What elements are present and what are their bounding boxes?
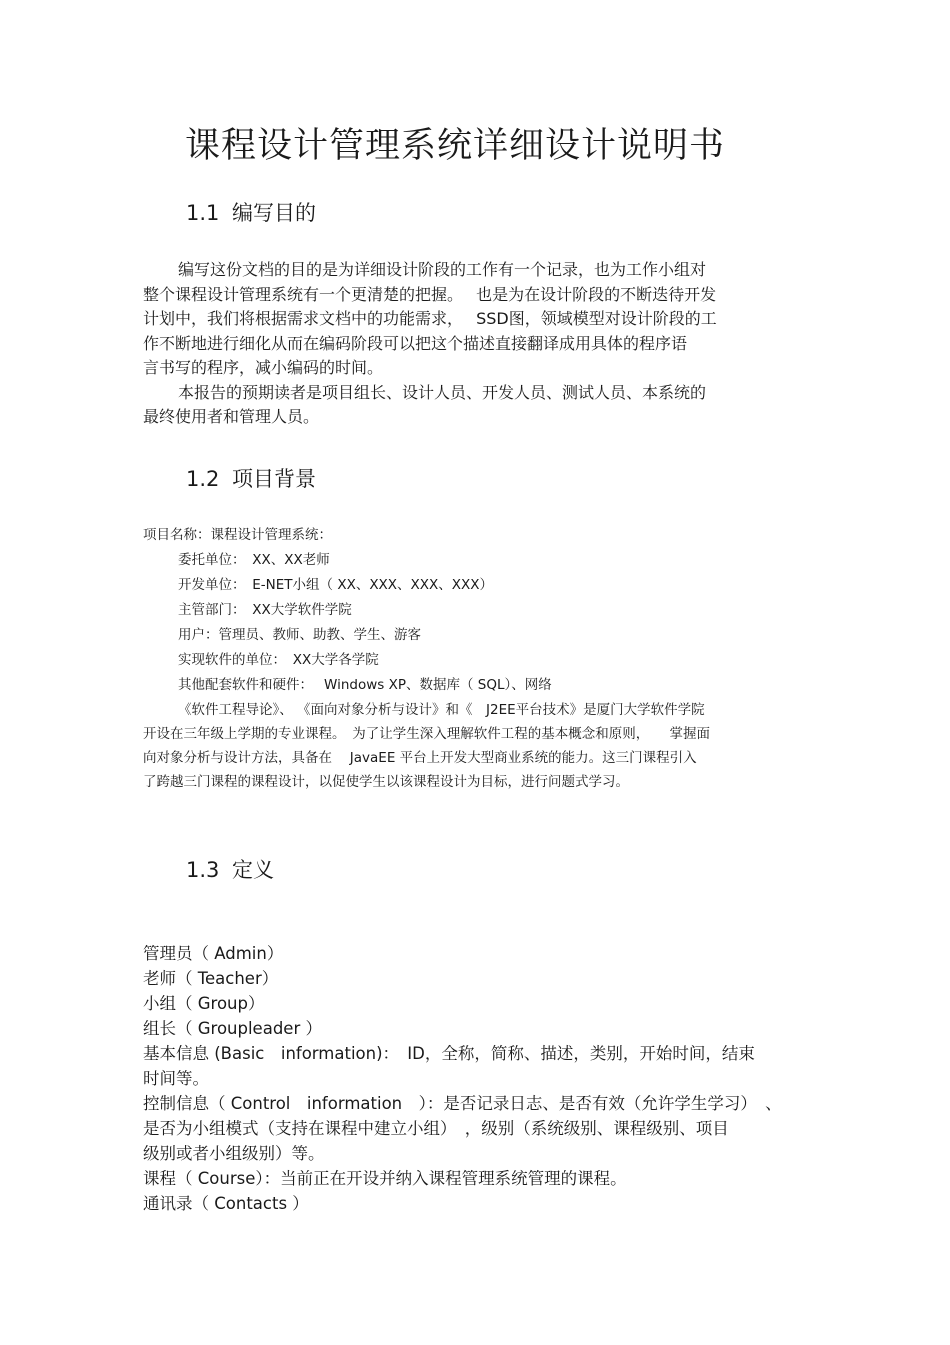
- document-title: 课程设计管理系统详细设计说明书: [184, 126, 725, 166]
- section-title: 编写目的: [232, 201, 316, 225]
- software-hardware-line: 其他配套软件和硬件： Windows XP、数据库（ SQL）、网络: [178, 677, 552, 693]
- paragraph-line: 计划中，我们将根据需求文档中的功能需求， SSD图，领域模型对设计阶段的工: [143, 309, 717, 328]
- definition-item: 课程（ Course）：当前正在开设并纳入课程管理系统管理的课程。: [143, 1169, 627, 1188]
- section-number: 1.1: [186, 201, 220, 225]
- definition-item: 控制信息（ Control information ）：是否记录日志、是否有效（允许学生学习） 、: [143, 1094, 782, 1113]
- project-name-line: 项目名称：课程设计管理系统：: [143, 527, 332, 543]
- definition-item: 管理员（ Admin）: [143, 944, 284, 963]
- paragraph-line: 开设在三年级上学期的专业课程。 为了让学生深入理解软件工程的基本概念和原则， 掌握面: [143, 726, 710, 742]
- users-line: 用户：管理员、教师、助教、学生、游客: [178, 627, 421, 643]
- section-1-1-body: [143, 258, 808, 430]
- definition-item: 基本信息 (Basic information)： ID，全称，简称、描述，类别，开始时间，结束: [143, 1044, 755, 1063]
- implementer-line: 实现软件的单位： XX大学各学院: [178, 652, 379, 668]
- paragraph-line: 编写这份文档的目的是为详细设计阶段的工作有一个记录，也为工作小组对: [178, 260, 707, 279]
- paragraph-line: 了跨越三门课程的课程设计，以促使学生以该课程设计为目标，进行问题式学习。: [143, 774, 629, 790]
- definition-item: 组长（ Groupleader ）: [143, 1019, 322, 1038]
- definition-item: 老师（ Teacher）: [143, 969, 279, 988]
- definition-item: 级别或者小组级别）等。: [143, 1144, 325, 1163]
- client-line: 委托单位： XX、XX老师: [178, 552, 330, 568]
- section-1-2-body: [143, 523, 808, 794]
- section-title: 定义: [232, 858, 274, 882]
- definition-item: 通讯录（ Contacts ）: [143, 1194, 309, 1213]
- paragraph-line: 向对象分析与设计方法，具备在 JavaEE 平台上开发大型商业系统的能力。这三门课程引入: [143, 750, 697, 766]
- section-title: 项目背景: [232, 467, 316, 491]
- paragraph-line: 本报告的预期读者是项目组长、设计人员、开发人员、测试人员、本系统的: [178, 382, 707, 402]
- department-line: 主管部门： XX大学软件学院: [178, 602, 352, 618]
- definition-item: 是否为小组模式（支持在课程中建立小组） ，级别（系统级别、课程级别、项目: [143, 1119, 729, 1138]
- developer-line: 开发单位： E-NET小组（ XX、XXX、XXX、XXX）: [178, 577, 494, 593]
- definition-item: 时间等。: [143, 1069, 209, 1088]
- section-heading-1-3: [186, 855, 274, 885]
- section-heading-1-2: [186, 464, 316, 494]
- paragraph-line: 作不断地进行细化从而在编码阶段可以把这个描述直接翻译成用具体的程序语: [143, 333, 688, 353]
- paragraph-line: 最终使用者和管理人员。: [143, 407, 320, 426]
- section-number: 1.3: [186, 858, 220, 882]
- section-number: 1.2: [186, 467, 220, 491]
- paragraph-line: 言书写的程序，减小编码的时间。: [143, 358, 384, 377]
- paragraph-line: 《软件工程导论》、 《面向对象分析与设计》和《 J2EE平台技术》是厦门大学软件学院: [178, 702, 705, 718]
- section-heading-1-1: [186, 198, 316, 228]
- paragraph-line: 整个课程设计管理系统有一个更清楚的把握。 也是为在设计阶段的不断迭待开发: [143, 284, 717, 304]
- definition-item: 小组（ Group）: [143, 994, 265, 1013]
- section-1-3-definitions: [143, 941, 823, 1216]
